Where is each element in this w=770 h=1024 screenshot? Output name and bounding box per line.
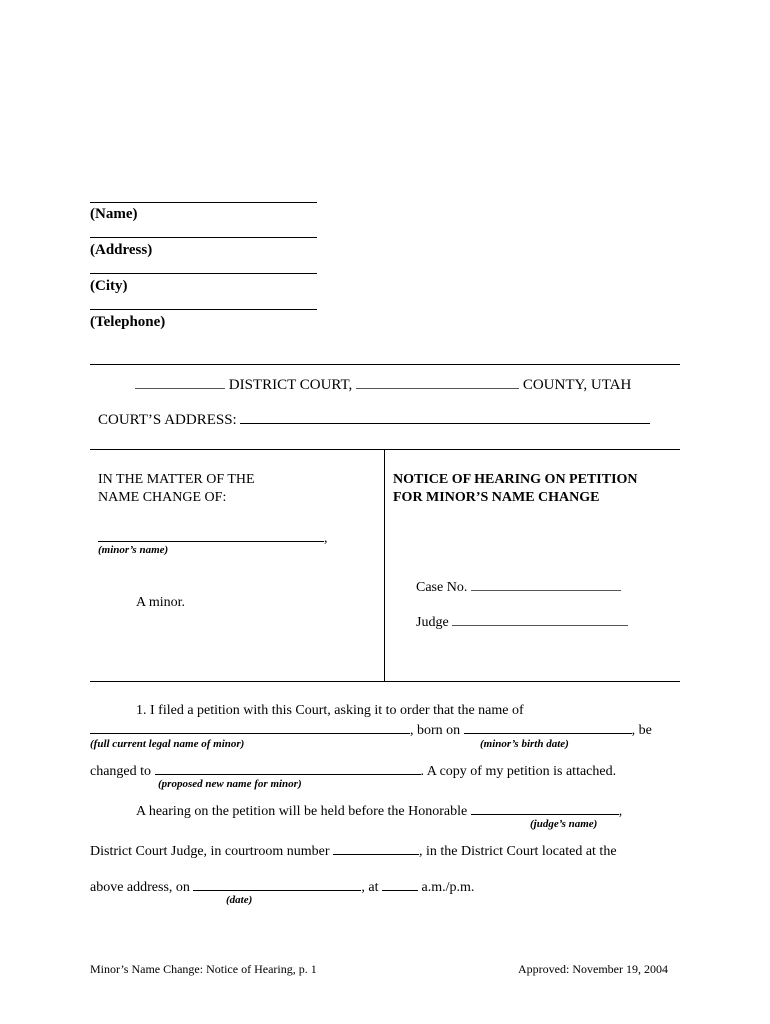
minor-name-blank[interactable] xyxy=(98,528,324,542)
be-text: , be xyxy=(631,723,652,738)
name-line[interactable] xyxy=(90,202,317,203)
a-minor: A minor. xyxy=(136,595,186,610)
court-address-blank[interactable] xyxy=(240,410,650,424)
county-utah-text: COUNTY, UTAH xyxy=(522,377,632,393)
court-address-label: COURT’S ADDRESS: xyxy=(98,412,237,428)
date-label: (date) xyxy=(226,894,253,906)
case-no-blank[interactable] xyxy=(471,577,621,591)
court-line xyxy=(135,375,631,394)
date-blank[interactable] xyxy=(193,877,361,891)
hearing-text: A hearing on the petition will be held before the Honorable xyxy=(136,804,468,819)
judge-blank[interactable] xyxy=(452,612,628,626)
birth-date-label: (minor’s birth date) xyxy=(480,738,569,750)
date-row xyxy=(90,877,474,896)
minor-name-label: (minor’s name) xyxy=(98,544,169,556)
district-judge-text: District Court Judge, in courtroom number xyxy=(90,844,330,859)
case-no-row xyxy=(416,577,621,596)
courtroom-blank[interactable] xyxy=(333,841,419,855)
matter-line-2: NAME CHANGE OF: xyxy=(98,490,227,505)
matter-line-1: IN THE MATTER OF THE xyxy=(98,472,255,487)
caption-top-rule xyxy=(90,449,680,450)
time-blank[interactable] xyxy=(382,877,418,891)
district-court-text: DISTRICT COURT, xyxy=(228,377,353,393)
born-on-text: , born on xyxy=(410,723,461,738)
full-name-blank[interactable] xyxy=(90,720,410,734)
city-line[interactable] xyxy=(90,273,317,274)
footer-left: Minor’s Name Change: Notice of Hearing, p. 1 xyxy=(90,962,317,976)
above-address-text: above address, on xyxy=(90,880,190,895)
judge-name-label: (judge’s name) xyxy=(530,818,598,830)
district-blank[interactable] xyxy=(135,375,225,389)
city-label: (City) xyxy=(90,278,128,294)
caption-bottom-rule xyxy=(90,681,680,682)
notice-title-line-2: FOR MINOR’S NAME CHANGE xyxy=(393,490,600,505)
district-located-text: , in the District Court located at the xyxy=(419,844,617,859)
changed-to-text: changed to xyxy=(90,764,152,779)
minor-name-comma: , xyxy=(324,531,328,546)
county-blank[interactable] xyxy=(356,375,519,389)
address-line[interactable] xyxy=(90,237,317,238)
proposed-name-blank[interactable] xyxy=(155,761,421,775)
paragraph-1-line-2 xyxy=(90,720,652,739)
court-address-line xyxy=(98,410,650,429)
ampm-text: a.m./p.m. xyxy=(421,880,475,895)
full-name-label: (full current legal name of minor) xyxy=(90,738,245,750)
telephone-line[interactable] xyxy=(90,309,317,310)
copy-attached-text: . A copy of my petition is attached. xyxy=(420,764,617,779)
case-no-label: Case No. xyxy=(416,580,468,595)
address-label: (Address) xyxy=(90,242,153,258)
telephone-label: (Telephone) xyxy=(90,314,166,330)
courtroom-row xyxy=(90,841,617,860)
birth-date-blank[interactable] xyxy=(464,720,632,734)
name-label: (Name) xyxy=(90,206,138,222)
notice-title-line-1: NOTICE OF HEARING ON PETITION xyxy=(393,472,638,487)
paragraph-1-line-1: 1. I filed a petition with this Court, asking it to order that the name of xyxy=(136,703,524,718)
footer-right: Approved: November 19, 2004 xyxy=(518,962,668,976)
judge-label: Judge xyxy=(416,615,449,630)
court-top-rule xyxy=(90,364,680,365)
honorable-blank[interactable] xyxy=(471,801,619,815)
judge-row xyxy=(416,612,628,631)
hearing-comma: , xyxy=(618,804,623,819)
proposed-name-label: (proposed new name for minor) xyxy=(158,778,302,790)
at-text: , at xyxy=(361,880,379,895)
caption-divider xyxy=(384,449,385,681)
